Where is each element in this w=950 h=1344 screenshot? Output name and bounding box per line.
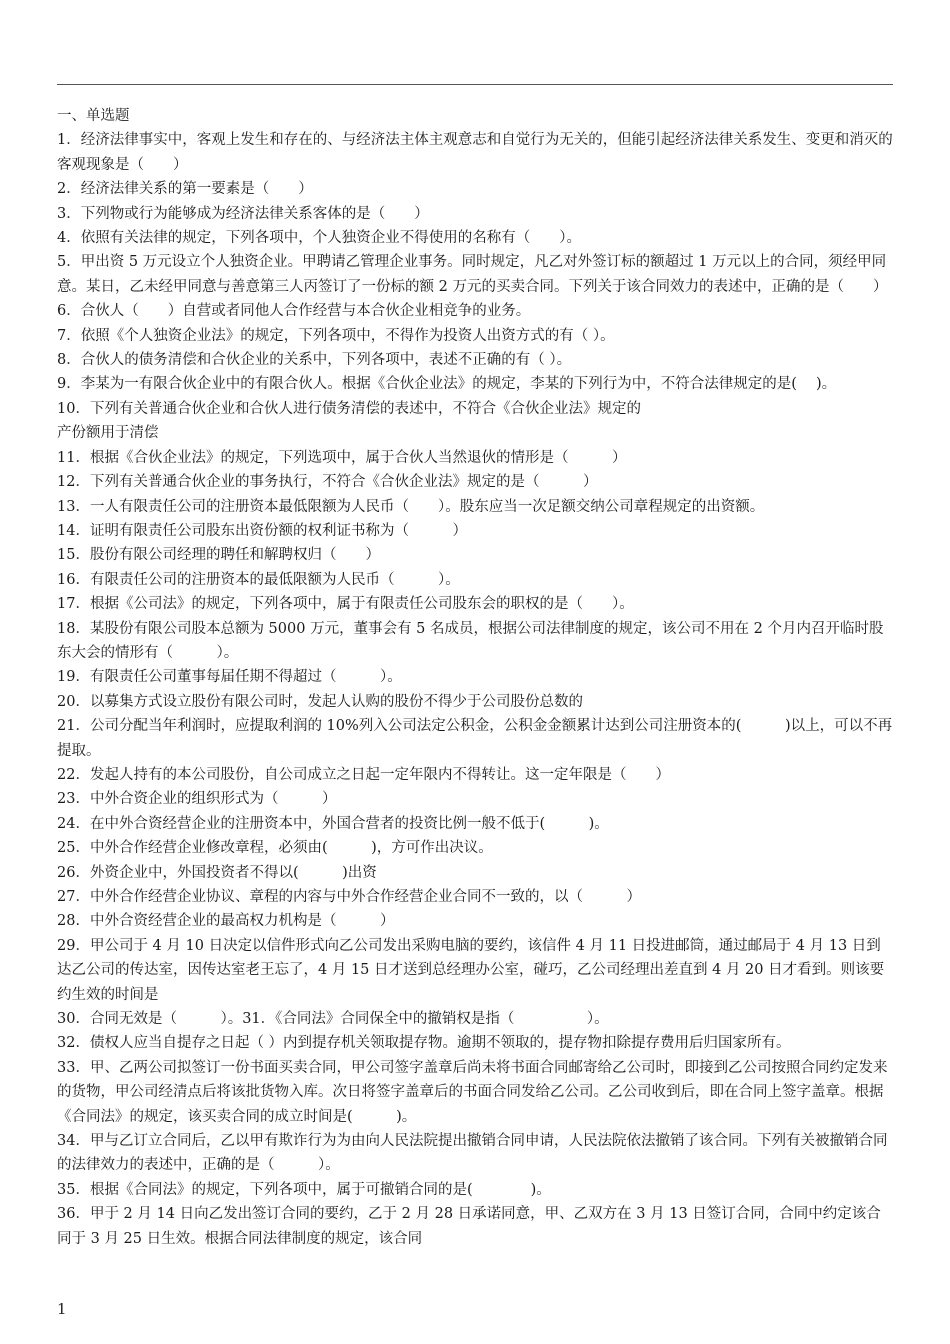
question-item: 8．合伙人的债务清偿和合伙企业的关系中，下列各项中，表述不正确的有（ ）。 (57, 352, 572, 369)
question-item: 36．甲于 2 月 14 日向乙发出签订合同的要约，乙于 2 月 28 日承诺同意，甲、乙双方在 3 月 13 日签订合同，合同中约定该合同于 3 月 25 日生效。根据合同法律制度的规定，该合同 (57, 1206, 881, 1247)
question-item: 产份额用于清偿 (57, 425, 159, 442)
question-item: 2．经济法律关系的第一要素是（ ） (57, 181, 313, 198)
question-item: 3．下列物或行为能够成为经济法律关系客体的是（ ） (57, 205, 429, 222)
question-item: 32．债权人应当自提存之日起（ ）内到提存机关领取提存物。逾期不领取的，提存物扣除提存费用后归国家所有。 (57, 1035, 791, 1052)
question-item: 25．中外合作经营企业修改章程，必须由( )，方可作出决议。 (57, 840, 493, 857)
question-item: 4．依照有关法律的规定，下列各项中，个人独资企业不得使用的名称有（ ）。 (57, 230, 581, 247)
question-item: 33．甲、乙两公司拟签订一份书面买卖合同，甲公司签字盖章后尚未将书面合同邮寄给乙公司时，即接到乙公司按照合同约定发来的货物，甲公司经清点后将该批货物入库。次日将签字盖章后的书面合同发给乙公司。乙公司收到后，即在合同上签字盖章。根据《合同法》的规定，该买卖合同的成立时间是( )。 (57, 1059, 888, 1125)
question-item: 6．合伙人（ ）自营或者同他人合作经营与本合伙企业相竞争的业务。 (57, 303, 531, 320)
question-item: 23．中外合资企业的组织形式为（ ） (57, 791, 337, 808)
question-item: 12．下列有关普通合伙企业的事务执行，不符合《合伙企业法》规定的是（ ） (57, 474, 598, 491)
header-rule (57, 84, 893, 85)
question-item: 10．下列有关普通合伙企业和合伙人进行债务清偿的表述中，不符合《合伙企业法》规定的 (57, 400, 641, 417)
question-item: 30．合同无效是（ ）。31．《合同法》合同保全中的撤销权是指（ ）。 (57, 1011, 609, 1028)
question-item: 28．中外合资经营企业的最高权力机构是（ ） (57, 913, 395, 930)
question-item: 24．在中外合资经营企业的注册资本中，外国合营者的投资比例一般不低于( )。 (57, 815, 609, 832)
document-body (57, 104, 893, 1251)
question-item: 13．一人有限责任公司的注册资本最低限额为人民币（ ）。股东应当一次足额交纳公司章程规定的出资额。 (57, 498, 765, 515)
question-item: 9．李某为一有限合伙企业中的有限合伙人。根据《合伙企业法》的规定，李某的下列行为中，不符合法律规定的是( )。 (57, 376, 837, 393)
question-item: 29．甲公司于 4 月 10 日决定以信件形式向乙公司发出采购电脑的要约，该信件 4 月 11 日投进邮筒，通过邮局于 4 月 13 日到达乙公司的传达室，因传达室老王忘了，4 月 15 日才送到总经理办公室，碰巧，乙公司经理出差直到 4 月 20 日才看到。则该要约生效的时间是 (57, 937, 885, 1003)
question-item: 27．中外合作经营企业协议、章程的内容与中外合作经营企业合同不一致的，以（ ） (57, 889, 641, 905)
question-item: 11．根据《合伙企业法》的规定，下列选项中，属于合伙人当然退伙的情形是（ ） (57, 449, 627, 466)
question-item: 35．根据《合同法》的规定，下列各项中，属于可撤销合同的是( )。 (57, 1181, 551, 1198)
question-item: 14．证明有限责任公司股东出资份额的权利证书称为（ ） (57, 522, 467, 539)
question-item: 7．依照《个人独资企业法》的规定，下列各项中，不得作为投资人出资方式的有（ ）。 (57, 327, 615, 344)
question-item: 15．股份有限公司经理的聘任和解聘权归（ ） (57, 547, 380, 564)
question-item: 22．发起人持有的本公司股份，自公司成立之日起一定年限内不得转让。这一定年限是（ ） (57, 766, 670, 783)
question-item: 16．有限责任公司的注册资本的最低限额为人民币（ ）。 (57, 571, 460, 588)
section-title: 一、单选题 (57, 108, 130, 124)
question-item: 34．甲与乙订立合同后，乙以甲有欺诈行为为由向人民法院提出撤销合同申请，人民法院依法撤销了该合同。下列有关被撤销合同的法律效力的表述中，正确的是（ ）。 (57, 1133, 888, 1174)
question-item: 20．以募集方式设立股份有限公司时，发起人认购的股份不得少于公司股份总数的 (57, 693, 583, 710)
question-item: 19．有限责任公司董事每届任期不得超过（ ）。 (57, 669, 402, 686)
question-item: 1．经济法律事实中，客观上发生和存在的、与经济法主体主观意志和自觉行为无关的，但能引起经济法律关系发生、变更和消灭的客观现象是（ ） (57, 132, 893, 173)
question-item: 21．公司分配当年利润时，应提取利润的 10%列入公司法定公积金，公积金金额累计达到公司注册资本的( )以上，可以不再提取。 (57, 718, 893, 759)
question-item: 17．根据《公司法》的规定，下列各项中，属于有限责任公司股东会的职权的是（ ）。 (57, 596, 634, 613)
question-item: 5．甲出资 5 万元设立个人独资企业。甲聘请乙管理企业事务。同时规定，凡乙对外签订标的额超过 1 万元以上的合同，须经甲同意。某日，乙未经甲同意与善意第三人丙签订了一份标的额 2 万元的买卖合同。下列关于该合同效力的表述中，正确的是（ ） (57, 254, 888, 295)
question-item: 26．外资企业中，外国投资者不得以( )出资 (57, 864, 377, 881)
question-item: 18．某股份有限公司股本总额为 5000 万元，董事会有 5 名成员，根据公司法律制度的规定，该公司不用在 2 个月内召开临时股东大会的情形有（ ）。 (57, 620, 884, 661)
page-number: 1 (57, 1300, 67, 1318)
